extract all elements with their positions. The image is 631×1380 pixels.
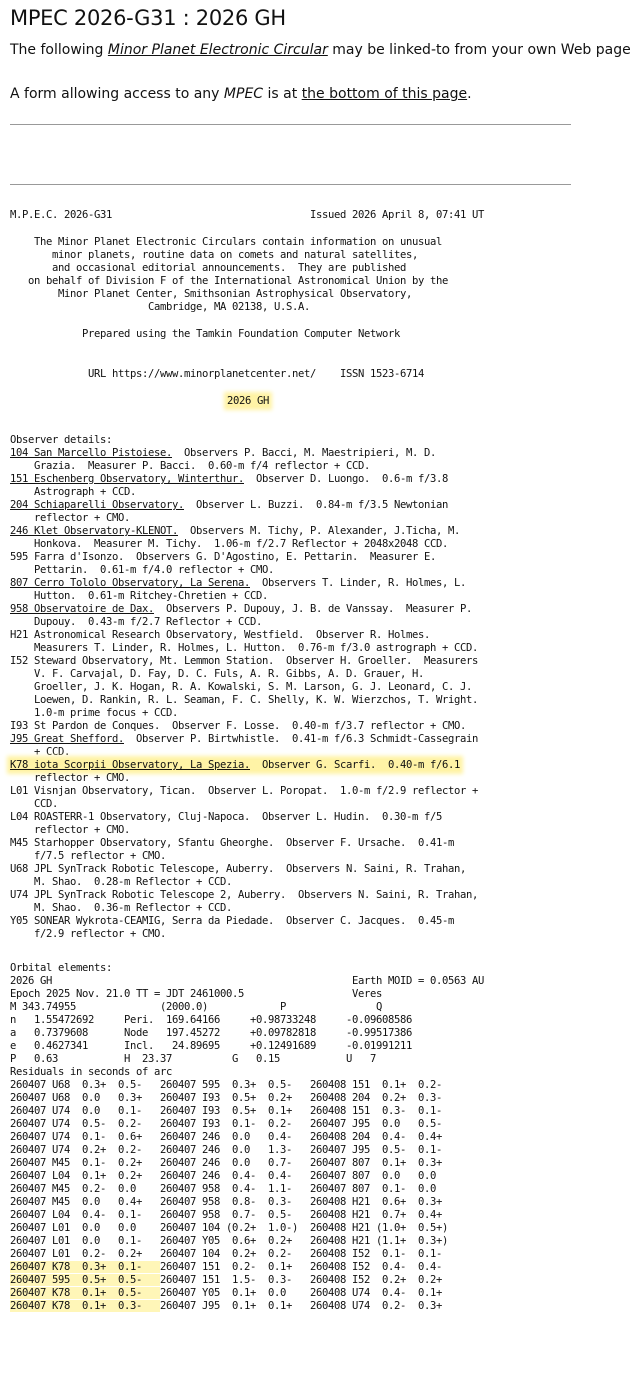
orbital-line: n 1.55472692 Peri. 169.64166 +0.98733248 -0.09608586 (10, 1014, 412, 1026)
header-gap (112, 209, 310, 221)
observer-line (10, 525, 478, 538)
blurb-line: minor planets, routine data on comets and natural satellites, (10, 249, 418, 261)
residual-row (10, 1287, 448, 1300)
observer-continuation: Honkova. Measurer M. Tichy. 1.06-m f/2.7 Reflector + 2048x2048 CCD. (10, 538, 448, 550)
observatory-link[interactable]: 151 Eschenberg Observatory, Winterthur. (10, 473, 244, 485)
residual-row (10, 1092, 448, 1105)
residual-cell: 260407 Y05 0.6+ 0.2+ (160, 1235, 310, 1247)
residual-cell: 260408 204 0.4- 0.4+ (310, 1131, 442, 1143)
residual-cell: 260407 J95 0.5- 0.1- (310, 1144, 442, 1156)
observer-text: Observer D. Luongo. 0.6-m f/3.8 (244, 473, 448, 485)
form-intro-mid: is at (263, 86, 302, 102)
observatory-link[interactable]: K78 iota Scorpii Observatory, La Spezia. (10, 759, 250, 771)
residual-cell: 260407 807 0.1+ 0.3+ (310, 1157, 442, 1169)
residual-cell: 260407 J95 0.1+ 0.1+ (160, 1300, 310, 1312)
residual-cell: 260407 L01 0.0 0.0 (10, 1222, 160, 1234)
residual-cell: 260407 246 0.0 0.4- (160, 1131, 310, 1143)
residual-cell: 260407 958 0.8- 0.3- (160, 1196, 310, 1208)
orbital-elements (10, 975, 484, 1066)
residual-cell: 260408 U74 0.2- 0.3+ (310, 1300, 442, 1312)
observer-continuation: CCD. (10, 798, 58, 810)
observer-continuation: reflector + CMO. (10, 512, 130, 524)
observer-line (10, 655, 478, 668)
observer-continuation: f/2.9 reflector + CMO. (10, 928, 166, 940)
residual-row (10, 1235, 448, 1248)
observer-continuation: V. F. Carvajal, D. Fay, D. C. Fuls, A. R. Gibbs, A. D. Grauer, H. (10, 668, 424, 680)
residual-cell: 260407 K78 0.3+ 0.1- (10, 1261, 160, 1273)
residual-cell: 260407 246 0.0 0.7- (160, 1157, 310, 1169)
residual-cell: 260408 I52 0.2+ 0.2+ (310, 1274, 442, 1286)
observer-text: Observer L. Buzzi. 0.84-m f/3.5 Newtonian (184, 499, 448, 511)
observatory-code: U68 (10, 863, 28, 875)
residual-row (10, 1079, 448, 1092)
observatory-code: H21 (10, 629, 28, 641)
residuals-table (10, 1079, 448, 1313)
residual-cell: 260407 L04 0.4- 0.1- (10, 1209, 160, 1221)
observer-continuation: reflector + CMO. (10, 772, 130, 784)
observer-line (10, 629, 478, 642)
observer-continuation: f/7.5 reflector + CMO. (10, 850, 166, 862)
observer-continuation: Astrograph + CCD. (10, 486, 136, 498)
observer-line (10, 785, 478, 798)
observer-continuation: Measurers T. Linder, R. Holmes, L. Hutton. 0.76-m f/3.0 astrograph + CCD. (10, 642, 478, 654)
residual-cell: 260407 104 0.2+ 0.2- (160, 1248, 310, 1260)
residual-cell: 260407 U74 0.0 0.1- (10, 1105, 160, 1117)
residual-row (10, 1300, 448, 1313)
residual-row (10, 1157, 448, 1170)
observatory-link[interactable]: 807 Cerro Tololo Observatory, La Serena. (10, 577, 250, 589)
observer-line (10, 889, 478, 902)
residual-cell: 260407 958 0.4- 1.1- (160, 1183, 310, 1195)
observatory-code: L01 (10, 785, 28, 797)
residual-cell: 260408 H21 (1.1+ 0.3+) (310, 1235, 448, 1247)
observer-line (10, 811, 478, 824)
observer-line (10, 759, 478, 772)
circular-blurb (10, 236, 448, 314)
divider-bottom (10, 184, 571, 185)
observers-title: Observer details: (10, 434, 112, 446)
link-intro-line (10, 42, 631, 58)
observer-continuation: reflector + CMO. (10, 824, 130, 836)
header-line (10, 209, 484, 222)
observatory-link[interactable]: 958 Observatoire de Dax. (10, 603, 154, 615)
observatory-code: Y05 (10, 915, 28, 927)
bottom-of-page-link[interactable]: the bottom of this page (301, 86, 468, 102)
observer-text: Observer P. Birtwhistle. 0.41-m f/6.3 Schmidt-Cassegrain (124, 733, 478, 745)
observatory-link[interactable]: 204 Schiaparelli Observatory. (10, 499, 184, 511)
residual-cell: 260407 U74 0.2+ 0.2- (10, 1144, 160, 1156)
url-line: URL https://www.minorplanetcenter.net/ ISSN 1523-6714 (10, 368, 424, 380)
observer-text: Observers T. Linder, R. Holmes, L. (250, 577, 466, 589)
blurb-line: The Minor Planet Electronic Circulars contain information on unusual (10, 236, 442, 248)
highlighted-observer (10, 759, 460, 771)
form-intro-text: A form allowing access to any (10, 86, 224, 102)
residual-row (10, 1261, 448, 1274)
form-intro-period: . (467, 86, 472, 102)
observer-continuation: M. Shao. 0.28-m Reflector + CCD. (10, 876, 232, 888)
observer-text: ROASTERR-1 Observatory, Cluj-Napoca. Observer L. Hudin. 0.30-m f/5 (28, 811, 442, 823)
residual-cell: 260407 J95 0.0 0.5- (310, 1118, 442, 1130)
residual-cell: 260407 U74 0.5- 0.2- (10, 1118, 160, 1130)
observatory-code: I93 (10, 720, 28, 732)
residual-cell: 260407 246 0.4- 0.4- (160, 1170, 310, 1182)
residual-row (10, 1170, 448, 1183)
observer-text: Astronomical Research Observatory, Westfield. Observer R. Holmes. (28, 629, 430, 641)
residual-cell: 260408 204 0.2+ 0.3- (310, 1092, 442, 1104)
residual-cell: 260407 M45 0.0 0.4+ (10, 1196, 160, 1208)
residual-row (10, 1248, 448, 1261)
observer-continuation: Grazia. Measurer P. Bacci. 0.60-m f/4 reflector + CCD. (10, 460, 370, 472)
observer-continuation: Pettarin. 0.61-m f/4.0 reflector + CMO. (10, 564, 274, 576)
residual-cell: 260407 I93 0.1- 0.2- (160, 1118, 310, 1130)
residual-row (10, 1183, 448, 1196)
observer-text: JPL SynTrack Robotic Telescope 2, Auberry. Observers N. Saini, R. Trahan, (28, 889, 478, 901)
mpec-link[interactable]: Minor Planet Electronic Circular (107, 42, 328, 58)
residual-row (10, 1222, 448, 1235)
observer-line (10, 863, 478, 876)
issued-date: Issued 2026 April 8, 07:41 UT (310, 209, 484, 221)
residual-cell: 260408 I52 0.1- 0.1- (310, 1248, 442, 1260)
observer-line (10, 499, 478, 512)
residual-cell: 260407 K78 0.1+ 0.3- (10, 1300, 160, 1312)
intro-text-tail: may be linked-to from your own Web page (327, 42, 631, 58)
blurb-line: and occasional editorial announcements. They are published (10, 262, 406, 274)
observer-continuation: Dupouy. 0.43-m f/2.7 Reflector + CCD. (10, 616, 262, 628)
residual-cell: 260407 Y05 0.1+ 0.0 (160, 1287, 310, 1299)
blurb-line: on behalf of Division F of the International Astronomical Union by the (10, 275, 448, 287)
orbital-line: M 343.74955 (2000.0) P Q (10, 1001, 382, 1013)
observer-line (10, 603, 478, 616)
residual-row (10, 1196, 448, 1209)
observer-text: Observers M. Tichy, P. Alexander, J.Ticha, M. (178, 525, 460, 537)
observer-line (10, 837, 478, 850)
observer-text: JPL SynTrack Robotic Telescope, Auberry. Observers N. Saini, R. Trahan, (28, 863, 466, 875)
observatory-code: L04 (10, 811, 28, 823)
observer-line (10, 447, 478, 460)
observer-line (10, 915, 478, 928)
residual-cell: 260407 151 0.2- 0.1+ (160, 1261, 310, 1273)
observer-text: Observers P. Dupouy, J. B. de Vanssay. Measurer P. (154, 603, 472, 615)
observer-line (10, 551, 478, 564)
observatory-code: M45 (10, 837, 28, 849)
observer-text: Steward Observatory, Mt. Lemmon Station. Observer H. Groeller. Measurers (28, 655, 478, 667)
observatory-link[interactable]: 246 Klet Observatory-KLENOT. (10, 525, 178, 537)
residual-cell: 260407 246 0.0 1.3- (160, 1144, 310, 1156)
residual-cell: 260407 151 1.5- 0.3- (160, 1274, 310, 1286)
observer-details (10, 447, 478, 941)
circular-id: M.P.E.C. 2026-G31 (10, 209, 112, 221)
residual-cell: 260407 K78 0.1+ 0.5- (10, 1287, 160, 1299)
orbital-title: Orbital elements: (10, 962, 112, 974)
observer-continuation: M. Shao. 0.36-m Reflector + CCD. (10, 902, 232, 914)
orbital-line: Epoch 2025 Nov. 21.0 TT = JDT 2461000.5 Veres (10, 988, 382, 1000)
observer-continuation: Loewen, D. Rankin, R. L. Seaman, F. C. Shelly, K. W. Wierzchos, T. Wright. (10, 694, 478, 706)
orbital-line: a 0.7379608 Node 197.45272 +0.09782818 -0.99517386 (10, 1027, 412, 1039)
residual-cell: 260407 595 0.3+ 0.5- (160, 1079, 310, 1091)
observer-text: St Pardon de Conques. Observer F. Losse. 0.40-m f/3.7 reflector + CMO. (28, 720, 466, 732)
residual-cell: 260407 807 0.0 0.0 (310, 1170, 436, 1182)
residual-cell: 260407 L04 0.1+ 0.2+ (10, 1170, 160, 1182)
residual-cell: 260407 595 0.5+ 0.5- (10, 1274, 160, 1286)
observer-continuation: 1.0-m prime focus + CCD. (10, 707, 178, 719)
observer-continuation: Hutton. 0.61-m Ritchey-Chretien + CCD. (10, 590, 268, 602)
observatory-code: 595 (10, 551, 28, 563)
prepared-line: Prepared using the Tamkin Foundation Computer Network (10, 328, 400, 340)
observer-line (10, 577, 478, 590)
observer-text: Observer G. Scarfi. 0.40-m f/6.1 (250, 759, 460, 771)
intro-text: The following (10, 42, 108, 58)
residual-cell: 260407 L01 0.0 0.1- (10, 1235, 160, 1247)
residual-cell: 260408 H21 0.6+ 0.3+ (310, 1196, 442, 1208)
observer-continuation: + CCD. (10, 746, 70, 758)
residual-row (10, 1105, 448, 1118)
residual-row (10, 1118, 448, 1131)
residual-row (10, 1274, 448, 1287)
residual-row (10, 1144, 448, 1157)
observer-text: Farra d'Isonzo. Observers G. D'Agostino, E. Pettarin. Measurer E. (28, 551, 436, 563)
object-name: 2026 GH (227, 395, 269, 407)
residual-cell: 260407 I93 0.5+ 0.2+ (160, 1092, 310, 1104)
residual-cell: 260407 807 0.1- 0.0 (310, 1183, 436, 1195)
observer-text: Observers P. Bacci, M. Maestripieri, M. D. (172, 447, 436, 459)
observer-text: Visnjan Observatory, Tican. Observer L. Poropat. 1.0-m f/2.9 reflector + (28, 785, 478, 797)
residual-cell: 260407 U68 0.3+ 0.5- (10, 1079, 160, 1091)
residuals-title: Residuals in seconds of arc (10, 1066, 172, 1078)
orbital-line: 2026 GH Earth MOID = 0.0563 AU (10, 975, 484, 987)
residual-cell: 260407 U68 0.0 0.3+ (10, 1092, 160, 1104)
observatory-code: I52 (10, 655, 28, 667)
object-designation (227, 395, 269, 408)
residual-cell: 260407 I93 0.5+ 0.1+ (160, 1105, 310, 1117)
residual-cell: 260408 U74 0.4- 0.1+ (310, 1287, 442, 1299)
residual-cell: 260407 M45 0.1- 0.2+ (10, 1157, 160, 1169)
observer-text: Starhopper Observatory, Sfantu Gheorghe. Observer F. Ursache. 0.41-m (28, 837, 454, 849)
mpec-em: MPEC (223, 86, 264, 102)
observer-line (10, 733, 478, 746)
residual-cell: 260408 151 0.1+ 0.2- (310, 1079, 442, 1091)
page-title: MPEC 2026-G31 : 2026 GH (10, 6, 286, 30)
observatory-code: U74 (10, 889, 28, 901)
observer-text: SONEAR Wykrota-CEAMIG, Serra da Piedade. Observer C. Jacques. 0.45-m (28, 915, 454, 927)
observer-line (10, 720, 478, 733)
orbital-line: P 0.63 H 23.37 G 0.15 U 7 (10, 1053, 376, 1065)
blurb-line: Minor Planet Center, Smithsonian Astrophysical Observatory, (10, 288, 412, 300)
residual-row (10, 1131, 448, 1144)
residual-cell: 260408 I52 0.4- 0.4- (310, 1261, 442, 1273)
residual-cell: 260408 H21 (1.0+ 0.5+) (310, 1222, 448, 1234)
observer-continuation: Groeller, J. K. Hogan, R. A. Kowalski, S. M. Larson, G. J. Leonard, C. J. (10, 681, 472, 693)
observatory-link[interactable]: J95 Great Shefford. (10, 733, 124, 745)
residual-cell: 260407 M45 0.2- 0.0 (10, 1183, 160, 1195)
blurb-line: Cambridge, MA 02138, U.S.A. (10, 301, 310, 313)
observer-line (10, 473, 478, 486)
form-intro-line (10, 86, 472, 102)
residual-cell: 260408 H21 0.7+ 0.4+ (310, 1209, 442, 1221)
residual-cell: 260407 958 0.7- 0.5- (160, 1209, 310, 1221)
residual-cell: 260408 151 0.3- 0.1- (310, 1105, 442, 1117)
residual-cell: 260407 U74 0.1- 0.6+ (10, 1131, 160, 1143)
observatory-link[interactable]: 104 San Marcello Pistoiese. (10, 447, 172, 459)
residual-cell: 260407 104 (0.2+ 1.0-) (160, 1222, 310, 1234)
residual-row (10, 1209, 448, 1222)
divider-top (10, 124, 571, 125)
orbital-line: e 0.4627341 Incl. 24.89695 +0.12491689 -0.01991211 (10, 1040, 412, 1052)
residual-cell: 260407 L01 0.2- 0.2+ (10, 1248, 160, 1260)
